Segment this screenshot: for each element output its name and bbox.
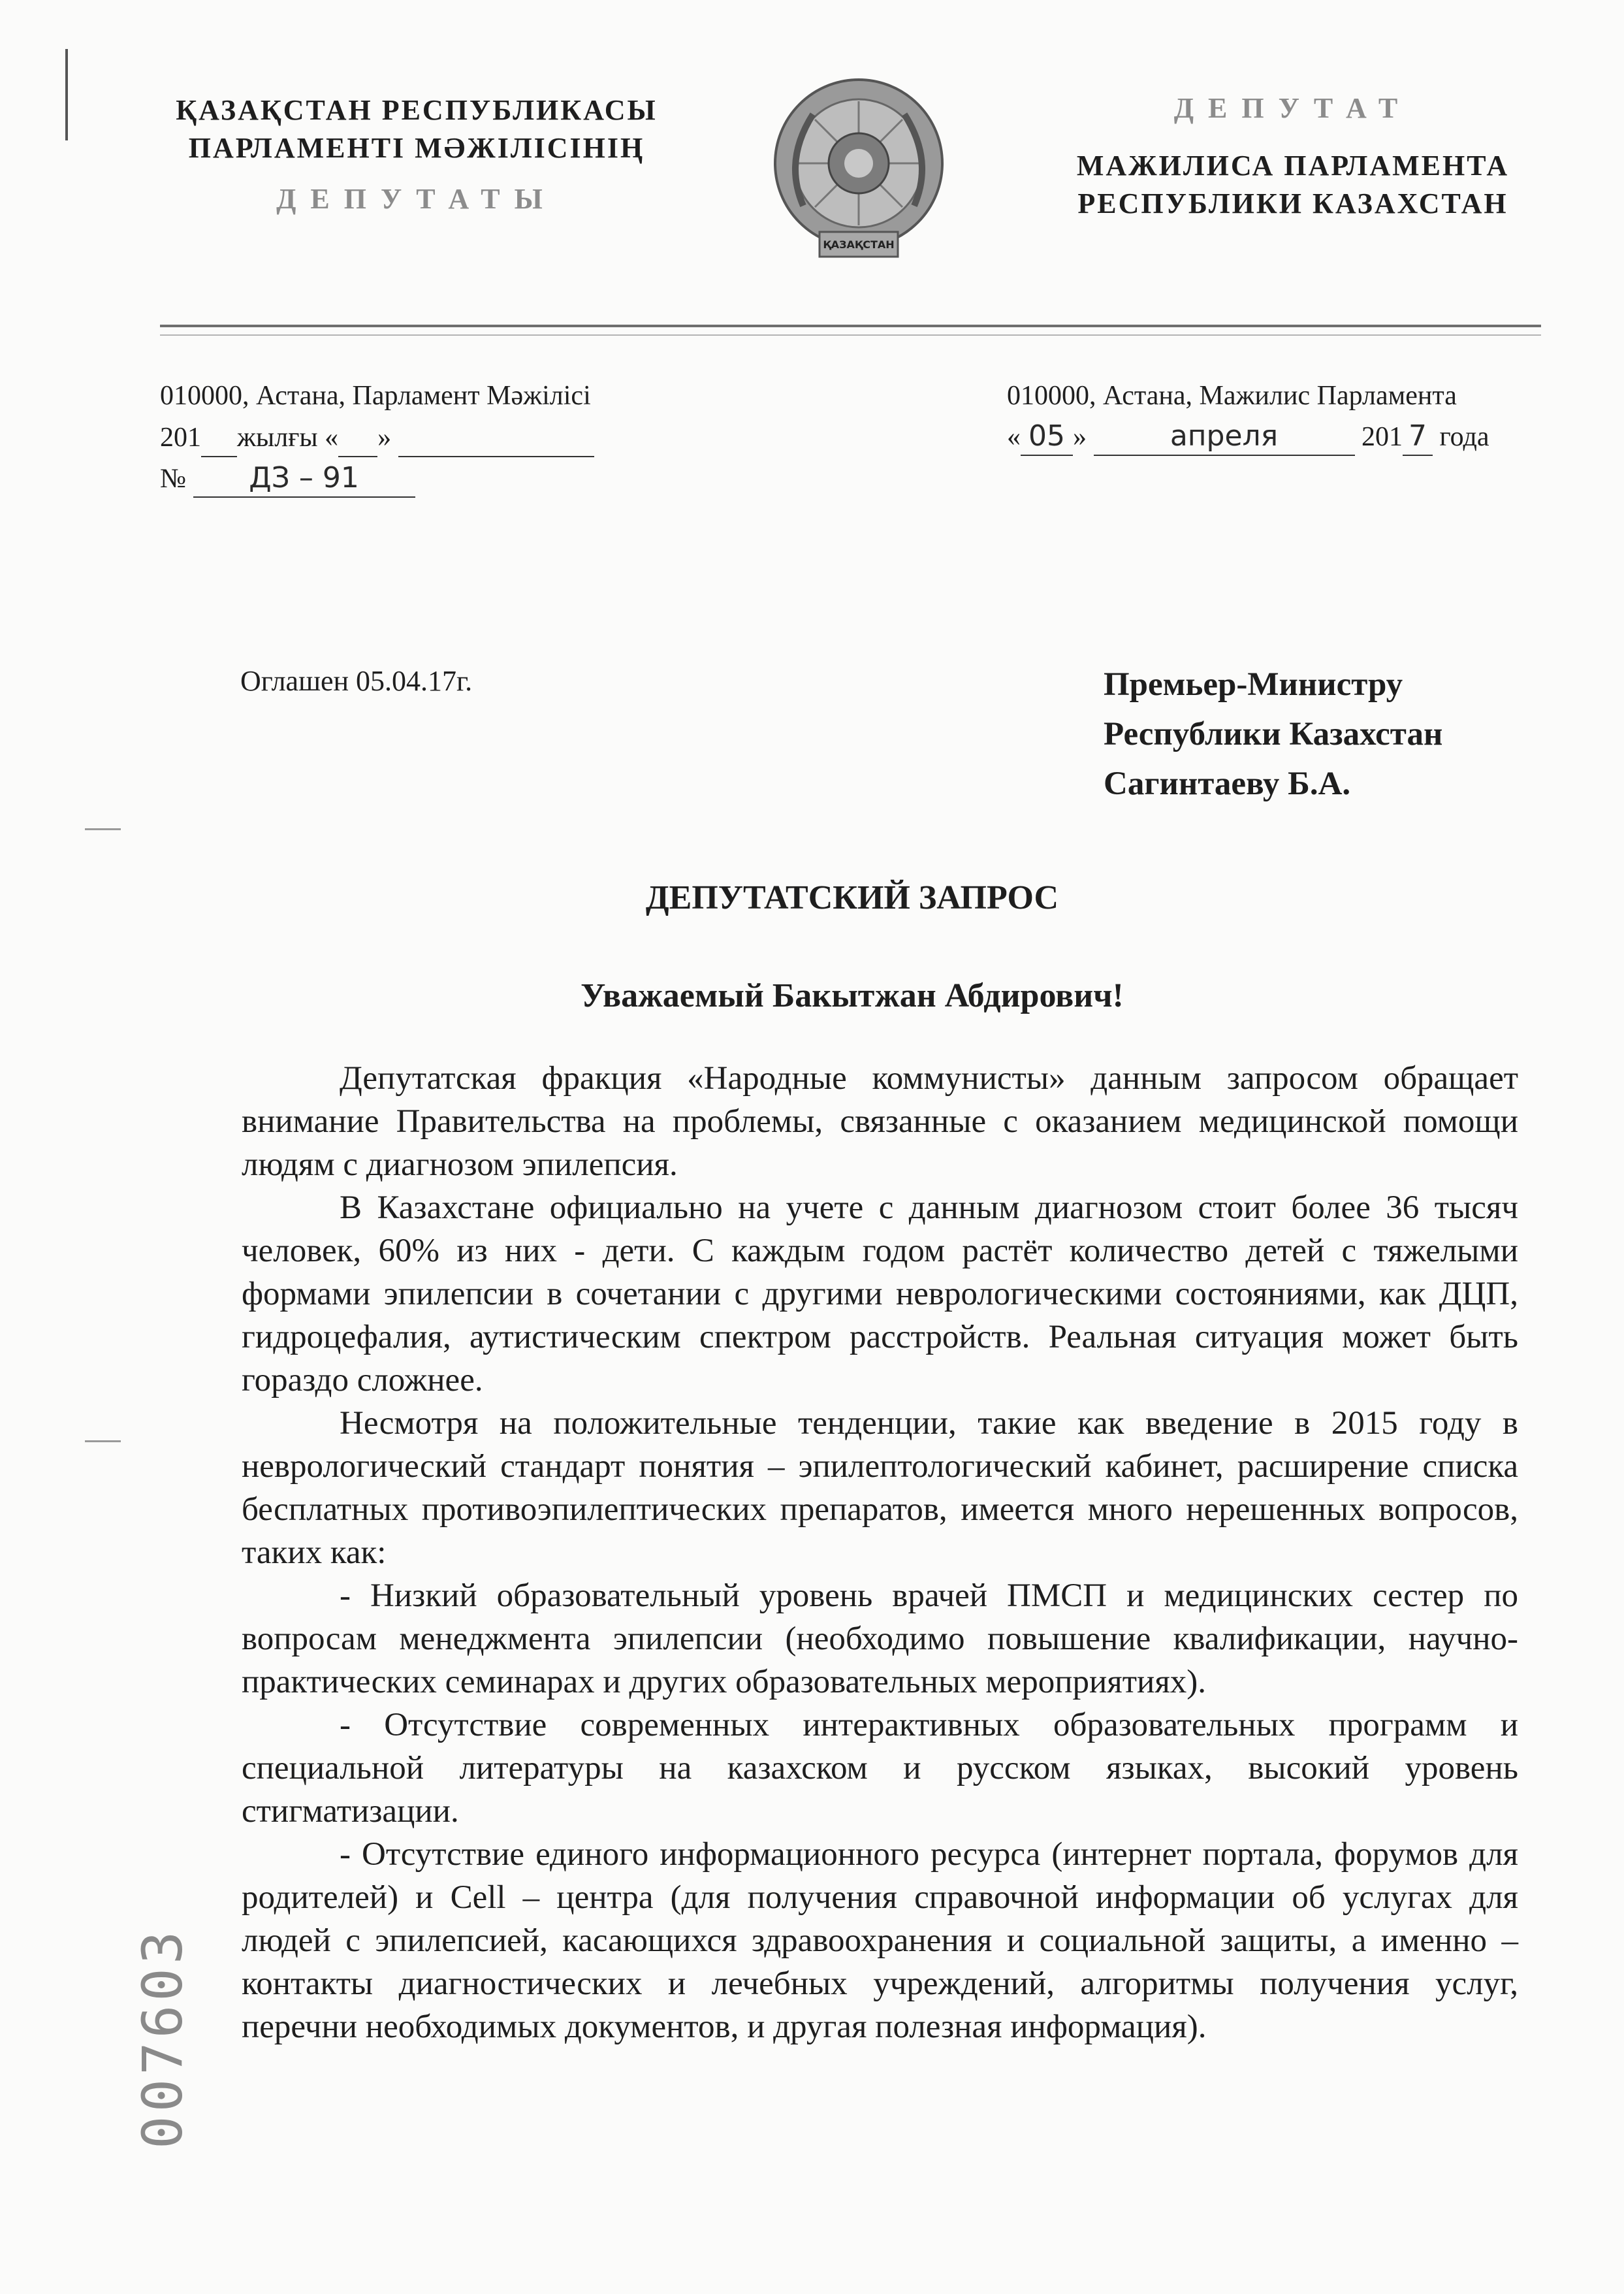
- left-date-mid: жылғы «: [237, 423, 339, 453]
- side-stamp-number: 007603: [131, 1927, 195, 2149]
- addressee-line1: Премьер-Министру: [1104, 666, 1403, 703]
- paragraph-intro: Депутатская фракция «Народные коммунисты» данным запросом обращает внимание Правительства на проблемы, связанные с оказанием медицинской помощи людям с диагнозом эпилепсия.: [242, 1060, 1518, 1183]
- right-day: 05: [1021, 418, 1073, 456]
- right-year-prefix: 201: [1361, 422, 1403, 452]
- right-day-open: «: [1007, 422, 1021, 452]
- right-address: 010000, Астана, Мажилис Парламента: [1007, 381, 1457, 411]
- left-number-label: №: [160, 464, 187, 494]
- paragraph-item-2: - Отсутствие современных интерактивных образовательных программ и специальной литературы на казахском и русском языках, высокий уровень стигматизации.: [242, 1707, 1518, 1830]
- header-right-line3: РЕСПУБЛИКИ КАЗАХСТАН: [1077, 187, 1508, 219]
- salutation: Уважаемый Бакытжан Абдирович!: [581, 977, 1124, 1014]
- header-rule-thick: [160, 325, 1541, 327]
- right-day-close: »: [1073, 422, 1087, 452]
- left-date-prefix: 201: [160, 423, 201, 453]
- left-year-blank: [201, 419, 237, 457]
- paragraph-item-1: - Низкий образовательный уровень врачей ПМСП и медицинских сестер по вопросам менеджмента эпилепсии (необходимо повышение квалификации, научно-практических семинарах и других образовательных мероприятиях).: [242, 1577, 1518, 1700]
- header-rule-thin: [160, 334, 1541, 336]
- left-address: 010000, Астана, Парламент Мәжілісі: [160, 381, 591, 411]
- margin-tick: [85, 828, 121, 830]
- header-right: [1045, 91, 1541, 223]
- right-meta: [1007, 378, 1549, 456]
- paragraph-statistics: В Казахстане официально на учете с данным диагнозом стоит более 36 тысяч человек, 60% из них - дети. С каждым годом растёт количество детей с тяжелыми формами эпилепсии в сочетании с другими неврологическими состояниями, как ДЦП, гидроцефалия, аутистическим спектром расстройств. Реальная ситуация может быть гораздо сложнее.: [242, 1189, 1518, 1398]
- right-month: апреля: [1094, 418, 1355, 456]
- header-right-line1: ДЕПУТАТ: [1173, 92, 1412, 124]
- announced-note: Оглашен 05.04.17г.: [240, 665, 473, 697]
- left-date-close: »: [377, 423, 392, 453]
- paragraph-issues: Несмотря на положительные тенденции, такие как введение в 2015 году в неврологический стандарт понятия – эпилептологический кабинет, расширение списка бесплатных противоэпилептических препаратов, имеется много нерешенных вопросов, таких как:: [242, 1405, 1518, 1571]
- left-number-value: ДЗ – 91: [193, 460, 415, 498]
- left-day-blank: [338, 419, 377, 457]
- addressee-line2: Республики Казахстан: [1104, 716, 1443, 752]
- right-year-digit: 7: [1403, 418, 1433, 456]
- right-date-line: [1007, 418, 1549, 456]
- left-number-line: [160, 460, 748, 498]
- left-date-line: [160, 419, 748, 457]
- header-left-line1: ҚАЗАҚСТАН РЕСПУБЛИКАСЫ: [176, 94, 658, 126]
- header-left-line2: ПАРЛАМЕНТІ МӘЖІЛІСІНІҢ: [188, 132, 645, 164]
- addressee-line3: Сагинтаеву Б.А.: [1104, 766, 1351, 802]
- left-month-blank: [398, 419, 594, 457]
- emblem-ribbon-text: ҚАЗАҚСТАН: [823, 238, 895, 251]
- left-meta: [160, 378, 748, 498]
- addressee-block: [1104, 660, 1561, 809]
- header-right-line2: МАЖИЛИСА ПАРЛАМЕНТА: [1076, 150, 1510, 182]
- margin-tick: [85, 1440, 121, 1442]
- right-year-suffix: года: [1439, 422, 1489, 452]
- header-left: [168, 91, 665, 218]
- body-text: [242, 1057, 1518, 2048]
- header-left-line3: ДЕПУТАТЫ: [276, 183, 557, 215]
- margin-mark: [65, 49, 68, 140]
- state-emblem: [764, 75, 953, 271]
- paragraph-item-3: - Отсутствие единого информационного ресурса (интернет портала, форумов для родителей) и Cell – центра (для получения справочной информации об услугах для людей с эпилепсией, касающихся здравоохранения и социальной защиты, а именно – контакты диагностических и лечебных учреждений, алгоритмы получения услуг, перечни необходимых документов, и другая полезная информация).: [242, 1836, 1518, 2045]
- document-title: ДЕПУТАТСКИЙ ЗАПРОС: [645, 879, 1059, 916]
